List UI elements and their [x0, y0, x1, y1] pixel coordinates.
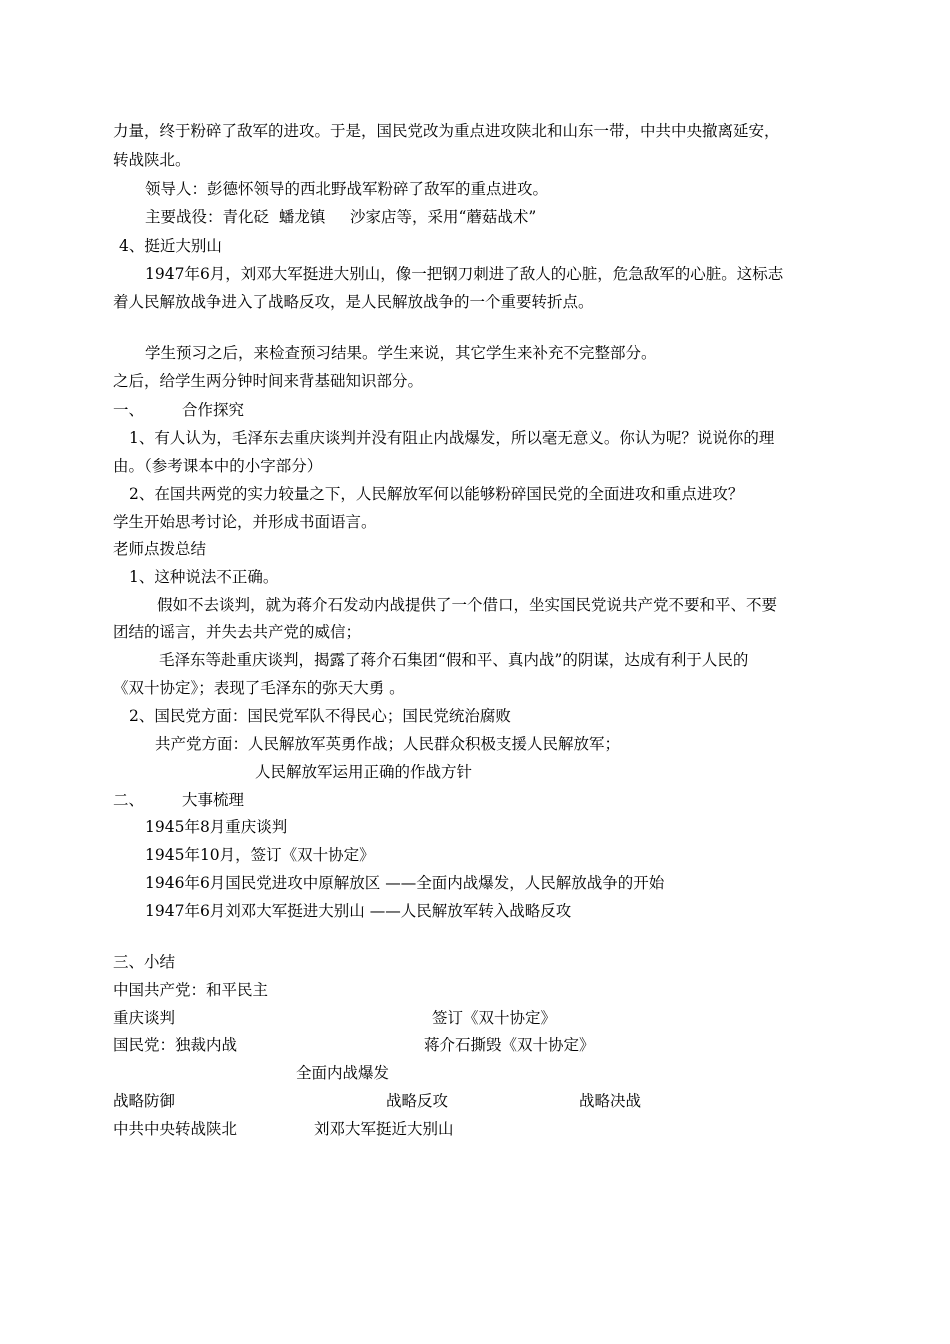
summary-item: 战略防御 [113, 1092, 176, 1110]
answer-line: 人民解放军运用正确的作战方针 [255, 763, 473, 781]
paragraph-line: 1947年6月，刘邓大军挺进大别山，像一把钢刀刺进了敌人的心脏，危急敌军的心脏。这标志 [145, 265, 784, 283]
summary-item: 全面内战爆发 [296, 1064, 390, 1082]
answer-line: 1、这种说法不正确。 [129, 568, 279, 586]
answer-line: 《双十协定》；表现了毛泽东的弥天大勇 。 [113, 679, 405, 697]
paragraph-line: 力量，终于粉碎了敌军的进攻。于是，国民党改为重点进攻陕北和山东一带，中共中央撤离延安， [113, 122, 780, 140]
summary-item: 战略反攻 [386, 1092, 449, 1110]
paragraph-line: 主要战役：青化砭 蟠龙镇 沙家店等，采用“蘑菇战术” [145, 208, 537, 226]
section-heading: 三、小结 [113, 953, 176, 971]
answer-line: 假如不去谈判，就为蒋介石发动内战提供了一个借口，坐实国民党说共产党不要和平、不要 [157, 596, 778, 614]
question-line: 2、在国共两党的实力较量之下，人民解放军何以能够粉碎国民党的全面进攻和重点进攻？ [129, 485, 744, 503]
summary-item: 蒋介石撕毁《双十协定》 [424, 1036, 595, 1054]
answer-line: 团结的谣言，并失去共产党的威信； [113, 623, 362, 641]
timeline-item: 1946年6月国民党进攻中原解放区 ——全面内战爆发，人民解放战争的开始 [145, 874, 665, 892]
answer-line: 2、国民党方面：国民党军队不得民心；国民党统治腐败 [129, 707, 511, 725]
paragraph-line: 学生预习之后，来检查预习结果。学生来说，其它学生来补充不完整部分。 [145, 344, 657, 362]
paragraph-line: 着人民解放战争进入了战略反攻，是人民解放战争的一个重要转折点。 [113, 293, 594, 311]
summary-item: 战略决战 [579, 1092, 642, 1110]
summary-item: 刘邓大军挺近大别山 [314, 1120, 454, 1138]
section-number: 一、 [113, 401, 145, 419]
timeline-item: 1945年8月重庆谈判 [145, 818, 288, 836]
paragraph-line: 之后，给学生两分钟时间来背基础知识部分。 [113, 372, 424, 390]
question-line: 由。（参考课本中的小字部分） [113, 457, 323, 475]
summary-item: 国民党：独裁内战 [113, 1036, 238, 1054]
paragraph-line: 领导人：彭德怀领导的西北野战军粉碎了敌军的重点进攻。 [145, 180, 549, 198]
answer-line: 毛泽东等赴重庆谈判，揭露了蒋介石集团“假和平、真内战”的阴谋，达成有利于人民的 [159, 651, 749, 669]
question-line: 1、有人认为，毛泽东去重庆谈判并没有阻止内战爆发，所以毫无意义。你认为呢？说说你的理 [129, 429, 775, 447]
paragraph-line: 转战陕北。 [113, 151, 191, 169]
section-heading: 4、挺近大别山 [119, 237, 222, 255]
timeline-item: 1945年10月，签订《双十协定》 [145, 846, 375, 864]
section-number: 二、 [113, 791, 145, 809]
summary-item: 中共中央转战陕北 [113, 1120, 238, 1138]
summary-item: 中国共产党：和平民主 [113, 981, 269, 999]
section-heading: 大事梳理 [182, 791, 245, 809]
paragraph-line: 学生开始思考讨论，并形成书面语言。 [113, 513, 377, 531]
paragraph-line: 老师点拨总结 [113, 540, 207, 558]
summary-item: 重庆谈判 [113, 1009, 176, 1027]
answer-line: 共产党方面：人民解放军英勇作战；人民群众积极支援人民解放军； [155, 735, 621, 753]
section-heading: 合作探究 [182, 401, 245, 419]
summary-item: 签订《双十协定》 [432, 1009, 557, 1027]
timeline-item: 1947年6月刘邓大军挺进大别山 ——人民解放军转入战略反攻 [145, 902, 572, 920]
